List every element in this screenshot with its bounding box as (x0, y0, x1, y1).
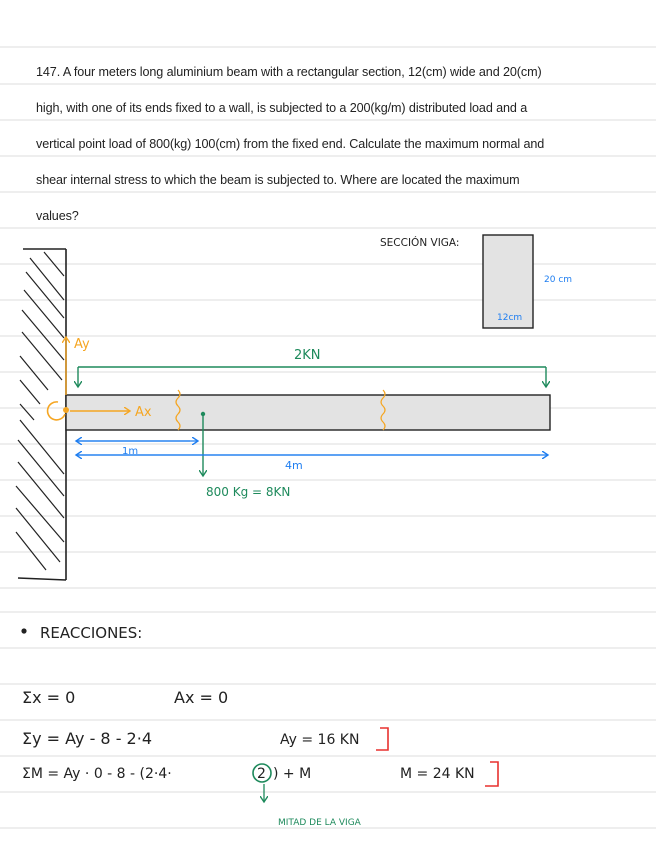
equation-sum-x: Σx = 0 (22, 688, 76, 707)
result-bracket (376, 728, 388, 750)
problem-line: high, with one of its ends fixed to a wall, is subjected to a 200(kg/m) distributed load and a (36, 101, 528, 115)
section-title: SECCIÓN VIGA: (380, 237, 460, 249)
dimension-1m-label: 1m (122, 446, 139, 457)
dimension-4m-label: 4m (285, 459, 303, 472)
midpoint-note: MITAD DE LA VIGA (278, 818, 361, 828)
point-load-label: 800 Kg = 8KN (206, 485, 291, 499)
problem-line: vertical point load of 800(kg) 100(cm) from the fixed end. Calculate the maximum normal and (36, 137, 545, 151)
equation-sum-m-a: ΣM = Ay · 0 - 8 - (2·4· (22, 766, 172, 782)
point-load-position (201, 412, 205, 416)
result-ax: Ax = 0 (174, 688, 229, 707)
result-bracket (485, 762, 498, 786)
section-height-label: 20 cm (544, 275, 573, 285)
result-m: M = 24 KN (400, 766, 475, 782)
reactions-heading: REACCIONES: (40, 624, 143, 642)
section-width-label: 12cm (497, 313, 523, 323)
distributed-load-label: 2KN (294, 348, 321, 363)
problem-line: values? (36, 209, 79, 223)
equation-sum-m-b: ) + M (273, 766, 312, 782)
problem-line: 147. A four meters long aluminium beam with a rectangular section, 12(cm) wide and 20(cm) (36, 65, 542, 79)
bullet (21, 628, 26, 633)
fixed-point (63, 407, 69, 413)
result-ay: Ay = 16 KN (280, 732, 360, 748)
problem-line: shear internal stress to which the beam is subjected to. Where are located the maximum (36, 173, 520, 187)
ay-label: Ay (74, 337, 90, 352)
circled-value: 2 (257, 766, 266, 782)
moment-symbol (48, 402, 65, 420)
ax-label: Ax (135, 405, 152, 420)
equation-sum-y: Σy = Ay - 8 - 2·4 (22, 729, 152, 748)
distributed-load (78, 367, 546, 387)
fixed-wall (16, 249, 66, 580)
